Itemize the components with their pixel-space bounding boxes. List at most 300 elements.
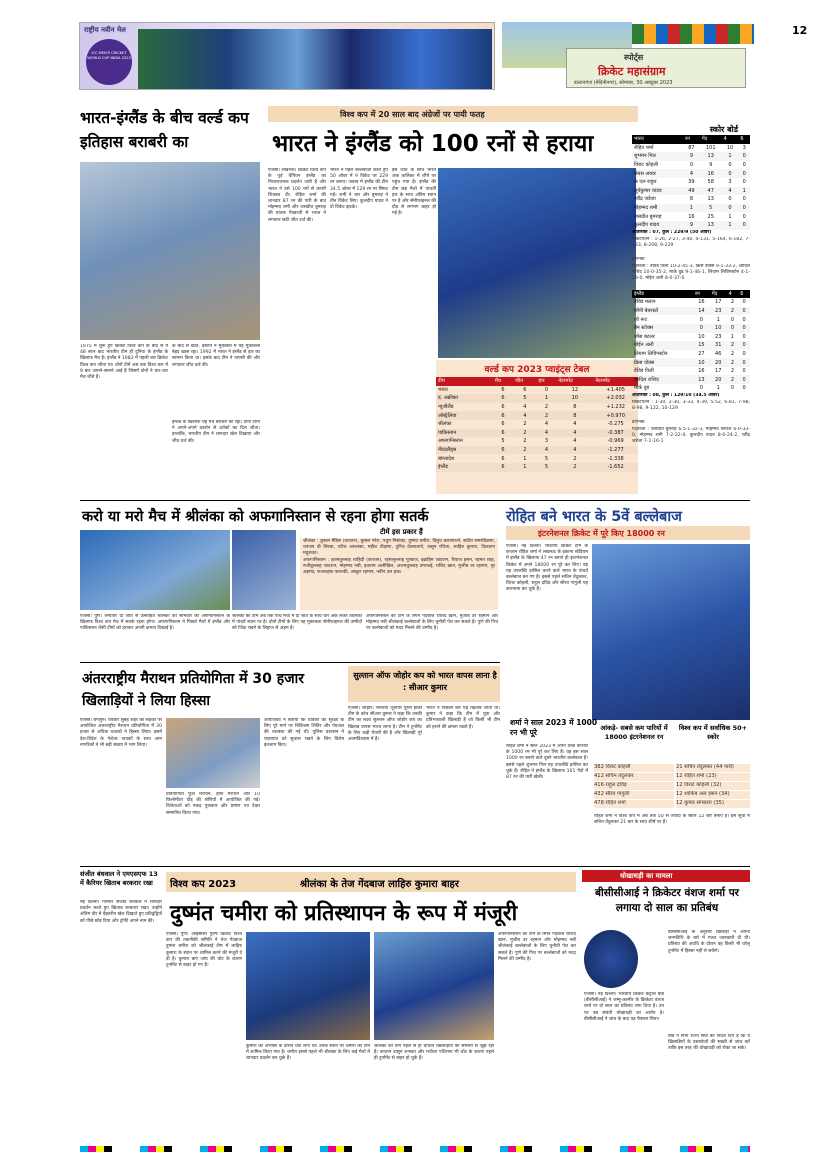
points-row-cell: 4: [573, 438, 577, 445]
india-batting-row-cell: 8: [689, 196, 694, 203]
england-batting-row-cell: 2: [730, 342, 735, 349]
india-batting-row-cell: 0: [742, 213, 746, 220]
section-title: स्पोर्ट्स: [624, 53, 644, 62]
rohit-body: एजेंसी। नई दिल्ली। भारतीय क्रिकेट टीम के कप्तान रोहित शर्मा ने लखनऊ के इकाना स्टेडियम में इंग्लैंड के खिलाफ 47 रन बनाते ही इंटरनेशनल क्रिकेट में अपने 18000 रन पूरे कर लिए। वह यह उपलब्धि हासिल करने वाले भारत के पांचवें बल्लेबाज बन गए हैं। इससे पहले सचिन तेंदुलकर, विराट कोहली, राहुल द्रविड़ और सौरव गांगुली यह कारनामा कर चुके हैं।: [506, 544, 588, 593]
india-batting-row-cell: 4: [689, 170, 694, 177]
england-batting-row-cell: 0: [742, 325, 746, 332]
points-table-header-row: [436, 377, 638, 386]
rohit-runs-list: [594, 764, 674, 809]
points-row: [436, 429, 638, 438]
points-row: [436, 394, 638, 403]
fifty-item: 12 शाकिब अल हसन (34): [676, 791, 750, 799]
india-col-runs: रन: [685, 136, 690, 143]
rohit-kicker: इंटरनेशनल क्रिकेट में पूरे किए 18000 रन: [538, 529, 665, 538]
fifty-item: 12 कुमार संगकारा (35): [676, 800, 750, 808]
col-played: मैच: [494, 378, 502, 385]
india-batting-row-cell: के एल राहुल: [634, 179, 657, 186]
chameera-body: एजेंसी। पुणे। आईसीसी पुरुष क्रिकेट विश्व कप की तकनीकी समिति ने तेज गेंदबाज दुष्मंत चमीरा को श्रीलंकाई टीम में लाहिरु कुमारा के स्थान पर शामिल करने की मंजूरी दे दी है। कुमारा बाएं जांघ की चोट के कारण टूर्नामेंट से बाहर हो गए हैं।: [166, 932, 242, 969]
top-left-body-2: के बाद से खाते, ईस्टीय ने मुकाबले में यह मुकाबला बेहद खास रहा। 1992 में भारत ने इंग्लैंड से हार का सामना किया था। इसके बाद टीम ने वापसी की और लगातार जीत दर्ज की।: [172, 344, 260, 368]
india-col-sixes: 6: [740, 136, 744, 143]
england-batting-row-cell: 16: [698, 368, 705, 375]
points-row: [436, 437, 638, 446]
india-batting-row-cell: जसप्रीत बुमराह: [634, 213, 662, 220]
india-batting-row: [632, 169, 750, 178]
points-table-box: [436, 360, 638, 494]
points-row-cell: 0: [544, 386, 549, 393]
england-batting-row-cell: 1: [730, 333, 735, 340]
points-row-cell: 2: [523, 438, 527, 445]
india-batting-row-cell: 1: [728, 222, 732, 229]
rohit-body-2: रोहित शर्मा ने साल 2023 में अपने वनडे करियर के 1000 रन भी पूरे कर लिए हैं। वह इस साल 1000 रन बनाने वाले दूसरे भारतीय बल्लेबाज हैं। इससे पहले शुभमन गिल यह उपलब्धि हासिल कर चुके हैं। रोहित ने इंग्लैंड के खिलाफ 101 गेंदों में 87 रन की पारी खेली।: [506, 744, 588, 781]
england-dnb: डीएनबी: [632, 419, 645, 425]
india-batting-row-cell: कुलदीप यादव: [634, 222, 660, 229]
england-batting-row-cell: 10: [698, 359, 705, 366]
england-batting-row-cell: मोईन अली: [634, 342, 654, 349]
england-batting-row-cell: 2: [730, 376, 735, 383]
sl-teams-title: टीमें इस प्रकार हैं: [380, 528, 423, 536]
lead-headline: भारत ने इंग्लैंड को 100 रनों से हराया: [272, 131, 594, 157]
england-batting-row-cell: 0: [742, 308, 746, 315]
points-row-cell: -0.969: [607, 438, 624, 445]
india-batting-row-cell: 101: [705, 144, 716, 151]
india-batting-row-cell: 13: [707, 153, 714, 160]
sanjeet-body: नई दिल्ली। गोल्फर संजीत बंधवाल ने शानदार प्रदर्शन करते हुए खिताब बरकरार रखा। उन्होंने अंतिम दौर में बेहतरीन खेल दिखाते हुए प्रतिद्वंद्वियों को पीछे छोड़ दिया और ट्रॉफी अपने नाम की।: [80, 900, 162, 924]
points-row-cell: +0.970: [606, 412, 625, 419]
england-batting-row-cell: 31: [715, 342, 722, 349]
section-subtitle: क्रिकेट महासंग्राम: [598, 65, 666, 78]
india-header-row: [632, 135, 750, 144]
india-batting-row-cell: 1: [742, 187, 746, 194]
england-batting-row-cell: 0: [742, 333, 746, 340]
points-row-cell: 4: [544, 447, 549, 454]
england-batting-row-cell: 2: [730, 368, 735, 375]
rohit-headline: रोहित बने भारत के 5वें बल्लेबाज: [506, 509, 682, 525]
marathon-body-3: आयोजकों ने बताया कि धावकों की सुरक्षा के लिए पूरे मार्ग पर चिकित्सा शिविर और पेयजल की व्यवस्था की गई थी। पुलिस प्रशासन ने यातायात को सुचारू रखने के लिए विशेष इंतजाम किए।: [264, 718, 344, 748]
england-batting-row-cell: 0: [742, 376, 746, 383]
england-batting-row-cell: 27: [698, 350, 705, 357]
points-row-cell: 2: [523, 447, 527, 454]
points-row-cell: श्रीलंका: [438, 421, 452, 428]
england-batting-row-cell: 2: [730, 350, 735, 357]
england-extras: अतिरिक्त : 08, कुल : 129/10 (34.5 ओवर): [632, 392, 720, 398]
points-row-cell: 6: [501, 455, 505, 462]
points-row: [436, 454, 638, 463]
points-row-cell: 6: [501, 464, 505, 471]
sl-teams: श्रीलंका : कुसल मेंडिस (कप्तान), कुसल परेरा, पथुम निसांका, दुष्मंथ चमीरा, दिमुथ करुणारत्ने, सदीरा समरविक्रमा, धनंजय डी सिल्वा, चरिथ असलंका, महीश तीक्षणा, दुनिथ वेल्लालागे, कसुन रजिता, लाहिरु कुमारा, दिलशान मदुशंका। अफगानिस्तान : हशमतुल्लाह शाहिदी (कप्तान), रहमानुल्लाह गुरबाज, इब्राहिम जादरान, रियाज हसन, रहमत शाह, नजीबुल्लाह जादरान, मोहम्मद नबी, इकराम अलीखिल, अजमतुल्लाह उमरजई, राशिद खान, मुजीब उर रहमान, नूर अहमद, फजलहक फारूकी, अब्दुल रहमान, नवीन उल हक।: [300, 538, 498, 610]
points-row-cell: अफगानिस्तान: [438, 438, 463, 445]
eng-col-name: इंग्लैंड: [634, 290, 644, 297]
sultan-headline: सुल्तान ऑफ जोहोर कप को भारत वापस लाना है : सीआर कुमार: [353, 671, 497, 692]
india-batting-row-cell: विराट कोहली: [634, 162, 658, 169]
world-cup-logo: [86, 39, 132, 85]
masthead-banner: [79, 22, 495, 90]
england-batting-row-cell: क्रिस वोक्स: [634, 359, 655, 366]
england-batting-row: [632, 358, 750, 367]
points-row-cell: बांग्लादेश: [438, 455, 455, 462]
points-row-cell: 1: [523, 464, 527, 471]
england-batting-row-cell: 17: [715, 299, 722, 306]
points-row-cell: -0.275: [607, 421, 624, 428]
england-header-row: [632, 290, 750, 299]
england-batting-row-cell: 23: [715, 308, 722, 315]
chameera-body-2: कुमारा को अभ्यास के दौरान चोट लगी थी। उनके स्थान पर चमीरा को टीम में शामिल किया गया है। चमीरा इससे पहले भी श्रीलंका के लिए कई मैचों में शानदार प्रदर्शन कर चुके हैं।: [246, 1044, 370, 1062]
top-left-body-3: इंग्लैंड के खिलाफ यह मैच बराबरी का रहा। दोनों टीमों ने अपने-अपने प्रदर्शन से दर्शकों का दिल जीता। हालांकि, भारतीय टीम ने शानदार खेल दिखाया और जीत दर्ज की।: [172, 420, 260, 444]
india-fow: विकेटपतन : 1-26, 2-27, 3-40, 4-131, 5-164, 6-182, 7-183, 8-208, 9-229: [632, 236, 750, 248]
marathon-body-2: प्रतियोगिता फुल मैराथन, हाफ मैराथन और 10 किलोमीटर दौड़ की श्रेणियों में आयोजित की गई। विजेताओं को नकद पुरस्कार और प्रमाण पत्र देकर सम्मानित किया गया।: [166, 792, 260, 816]
points-row-cell: 4: [573, 447, 577, 454]
india-extras: अतिरिक्त : 07, कुल : 229/9 (50 ओवर): [632, 229, 712, 235]
divider-2: [80, 662, 500, 663]
sultan-body: एजेंसी। जोहोर। भारतीय जूनियर पुरुष हॉकी टीम के कोच सीआर कुमार ने कहा कि उनकी टीम का लक्ष्य सुल्तान ऑफ जोहोर कप का खिताब वापस भारत लाना है। टीम ने टूर्नामेंट के लिए कड़ी तैयारी की है और खिलाड़ी पूरे आत्मविश्वास में हैं।: [348, 706, 422, 743]
india-batting-row-cell: 3: [728, 179, 732, 186]
india-batting-table: [632, 135, 750, 230]
sl-photo-2: [232, 530, 296, 610]
england-batting-row: [632, 315, 750, 324]
england-batting-row: [632, 298, 750, 307]
col-lost: हार: [538, 378, 545, 385]
india-batting-row-cell: 9: [689, 222, 694, 229]
india-batting-row-cell: 9: [709, 162, 713, 169]
india-batting-row-cell: 0: [728, 162, 732, 169]
points-row-cell: 4: [544, 421, 549, 428]
points-row-cell: -0.387: [607, 429, 624, 436]
marathon-body: एजेंसी। बेंगलुरु। रविवार सुबह शहर की सड़कों पर आयोजित अंतरराष्ट्रीय मैराथन प्रतियोगिता में 30 हजार से अधिक धावकों ने हिस्सा लिया। इसमें देश-विदेश के पेशेवर धावकों के साथ आम नागरिकों ने भी बड़ी संख्या में भाग लिया।: [80, 718, 162, 748]
marathon-photo: [166, 718, 260, 788]
india-batting-row-cell: 5: [709, 205, 713, 212]
points-row-cell: -1.338: [607, 455, 624, 462]
india-batting-row-cell: 0: [742, 222, 746, 229]
india-batting-row-cell: सूर्यकुमार यादव: [634, 187, 662, 194]
points-row-cell: 6: [501, 412, 505, 419]
india-batting-row-cell: 0: [742, 153, 746, 160]
england-batting-row-cell: 16: [698, 299, 705, 306]
points-row-cell: 5: [501, 438, 505, 445]
england-batting-row-cell: 23: [715, 333, 722, 340]
india-batting-row-cell: 0: [689, 162, 694, 169]
points-row-cell: 2: [523, 421, 527, 428]
england-batting-row-cell: 20: [715, 376, 722, 383]
england-batting-row-cell: जॉनी बेयरस्टो: [634, 308, 659, 315]
india-dnb: डीएनबी: [632, 256, 645, 262]
color-registration-strip: [80, 1146, 750, 1152]
england-batting-row-cell: बेन स्टोक्स: [634, 325, 654, 332]
points-row-cell: पाकिस्तान: [438, 429, 457, 436]
chameera-photo-1: [246, 932, 370, 1040]
lead-body-3: इस जीत के साथ भारत अंक तालिका में शीर्ष पर पहुंच गया है। इंग्लैंड की टीम छह मैचों में पांचवीं हार के साथ अंतिम स्थान पर है और सेमीफाइनल की दौड़ से लगभग बाहर हो गई है।: [392, 168, 436, 217]
sl-body-3: अफगानिस्तान की टीम के स्पिन गेंदबाज राशिद खान, मुजीब उर रहमान और मोहम्मद नबी श्रीलंकाई बल्लेबाजों के लिए चुनौती पेश कर सकते हैं। पुणे की पिच पर बल्लेबाजों को मदद मिलने की उम्मीद है।: [366, 614, 498, 632]
points-row-cell: 3: [544, 438, 549, 445]
england-batting-row: [632, 341, 750, 350]
points-row-cell: 6: [523, 386, 527, 393]
points-row-cell: +2.032: [606, 395, 625, 402]
england-batting-row-cell: आदिल राशिद: [634, 376, 659, 383]
divider-3: [80, 866, 750, 867]
england-batting-row-cell: 0: [699, 385, 703, 392]
india-batting-row: [632, 144, 750, 153]
points-row: [436, 420, 638, 429]
scoreboard: [632, 124, 750, 494]
points-row-cell: 4: [573, 421, 577, 428]
england-batting-row-cell: 0: [699, 316, 703, 323]
runs-item: 416 राहुल द्रविड़: [594, 782, 674, 790]
sultan-body-2: भारत ने पिछली बार यह खिताब जीता था। कुमार ने कहा कि टीम में युवा और प्रतिभाशाली खिलाड़ी हैं जो किसी भी टीम को हराने की क्षमता रखते हैं।: [426, 706, 500, 730]
england-batting-row: [632, 307, 750, 316]
top-left-body: 1975 में शुरू हुए क्रिकेट विश्व कप के बाद से ये 48 साल बाद भारतीय टीम ही दुनिया के इंग्लैंड के खिलाफ मैच है। इंग्लैंड ने 1983 में पहली बार क्रिकेट विश्व कप जीता था। दोनों टीमें अब तक विश्व कप में 9 बार आमने-सामने आई हैं जिसमें दोनों ने चार-चार मैच जीते हैं।: [80, 344, 168, 381]
sl-body-main: एजेंसी। पुणे। लगातार दो जीत से उत्साहित श्रीलंका को सोमवार को अफगानिस्तान के खिलाफ विश्व कप मैच में सतर्क रहना होगा। अफगानिस्तान ने पिछले मैचों में इंग्लैंड और पाकिस्तान जैसी टीमों को हराकर अपनी क्षमता दिखाई है।: [80, 614, 230, 632]
points-row: [436, 403, 638, 412]
scoreboard-title: स्कोर बोर्ड: [709, 125, 738, 134]
england-batting-row-cell: जो रूट: [634, 316, 647, 323]
chameera-kicker: श्रीलंका के तेज गेंदबाज लाहिरु कुमारा बाहर: [300, 879, 459, 890]
runs-item: 412 सचिन तेंदुलकर: [594, 773, 674, 781]
world-cup-logo-text: ICC MEN'S CRICKET WORLD CUP INDIA 2023: [87, 51, 131, 60]
india-batting-row: [632, 187, 750, 196]
points-row-cell: 8: [573, 412, 577, 419]
points-row: [436, 411, 638, 420]
india-batting-row-cell: रवींद्र जडेजा: [634, 196, 656, 203]
india-batting-row-cell: श्रेयस अय्यर: [634, 170, 656, 177]
india-batting-row: [632, 178, 750, 187]
eng-col-balls: गेंद: [711, 290, 718, 297]
points-row-cell: 6: [501, 404, 505, 411]
divider-1: [80, 500, 750, 501]
points-row-cell: 4: [523, 404, 527, 411]
points-row-cell: 2: [544, 412, 549, 419]
points-row-cell: 2: [573, 464, 577, 471]
points-row-cell: 2: [523, 429, 527, 436]
fifty-item: 21 सचिन तेंदुलकर (44 पारी): [676, 764, 750, 772]
points-row-cell: 4: [544, 429, 549, 436]
england-batting-row-cell: 0: [742, 385, 746, 392]
chameera-photo-2: [374, 932, 494, 1040]
england-batting-row: [632, 384, 750, 393]
india-batting-row-cell: 1: [728, 153, 732, 160]
points-row-cell: 6: [501, 429, 505, 436]
masthead-left-label: राष्ट्रीय नवीन मेल: [84, 26, 126, 34]
india-batting-row-cell: 0: [742, 179, 746, 186]
india-batting-row: [632, 204, 750, 213]
lead-body-2: भारत ने पहले बल्लेबाजी करते हुए 50 ओवर में 9 विकेट पर 229 रन बनाए। जवाब में इंग्लैंड की टीम 34.5 ओवर में 129 रन पर सिमट गई। शमी ने चार और बुमराह ने तीन विकेट लिए। कुलदीप यादव ने दो विकेट झटके।: [330, 168, 388, 211]
england-batting-row-cell: 14: [698, 308, 705, 315]
rohit-subhead: शर्मा ने साल 2023 में 1000 रन भी पूरे: [510, 718, 598, 737]
points-table-title: वर्ल्ड कप 2023 प्वाइंट्स टेबल: [484, 365, 590, 375]
runs-item: 432 सौरव गांगुली: [594, 791, 674, 799]
england-batting-row-cell: 0: [730, 316, 735, 323]
lead-photo: [438, 168, 636, 358]
marathon-headline: अंतरराष्ट्रीय मैराथन प्रतियोगिता में 30 हजार खिलाड़ियों ने लिया हिस्सा: [82, 671, 304, 709]
india-batting-row-cell: 39: [688, 179, 695, 186]
points-row-cell: 10: [571, 395, 579, 402]
india-batting-row-cell: 0: [742, 196, 746, 203]
england-batting-row-cell: 10: [698, 333, 705, 340]
india-batting-row-cell: 0: [742, 205, 746, 212]
points-row-cell: नीदरलैंड्स: [438, 447, 457, 454]
india-batting-row-cell: 13: [707, 196, 714, 203]
rohit-fifty-title: विश्व कप में सर्वाधिक 50+ स्कोर: [678, 724, 748, 741]
col-team: टीम: [438, 378, 445, 385]
india-batting-row-cell: 49: [688, 187, 695, 194]
points-row-cell: द. अफ्रीका: [438, 395, 458, 402]
england-batting-row-cell: लियाम लिविंगस्टोन: [634, 350, 668, 357]
india-batting-row-cell: 1: [728, 213, 732, 220]
england-batting-row-cell: 0: [742, 299, 746, 306]
col-won: जीत: [515, 378, 523, 385]
england-batting-row-cell: डेविड विली: [634, 368, 654, 375]
points-table: [436, 377, 638, 472]
india-batting-row-cell: 0: [728, 170, 732, 177]
sl-headline: करो या मरो मैच में श्रीलंका को अफगानिस्तान से रहना होगा सतर्क: [82, 509, 429, 525]
players-photo: [138, 29, 492, 89]
bcci-body-3: बोर्ड ने सभी राज्य संघों को निर्देश दिए हैं कि वे खिलाड़ियों के दस्तावेजों की सख्ती से जांच करें ताकि इस तरह की धोखाधड़ी को रोका जा सके।: [668, 1034, 750, 1052]
england-batting-row: [632, 324, 750, 333]
bcci-logo: [584, 930, 638, 988]
points-row-cell: -1.652: [607, 464, 624, 471]
england-batting-row-cell: 2: [730, 359, 735, 366]
page-number: 12: [792, 24, 808, 37]
points-row-cell: +1.232: [606, 404, 625, 411]
england-batting-row-cell: 0: [730, 325, 735, 332]
england-batting-row: [632, 333, 750, 342]
india-batting-row: [632, 161, 750, 170]
eng-col-runs: रन: [694, 290, 700, 297]
chameera-kicker-left: विश्व कप 2023: [170, 879, 237, 890]
points-row: [436, 386, 638, 395]
england-batting-row-cell: 0: [742, 316, 746, 323]
sanjeet-headline: संजीत बंधवाल ने एमएसएफ 13 में कैरियर खिताब बरकरार रखा: [80, 870, 158, 887]
points-row-cell: 6: [501, 447, 505, 454]
india-batting-row-cell: 58: [707, 179, 714, 186]
eng-col-fours: 4: [728, 290, 732, 297]
india-batting-row-cell: मोहम्मद शमी: [634, 205, 658, 212]
india-batting-row-cell: 0: [742, 170, 746, 177]
col-points: नेटरनरेट: [558, 378, 574, 385]
date-line: डाल्टनगंज (मेदिनीनगर), सोमवार, 30 अक्टूबर 2023: [574, 80, 673, 86]
rohit-runs-title: आंकड़े- सबसे कम पारियों में 18000 इंटरनेशनल रन: [600, 724, 668, 741]
points-row: [436, 463, 638, 472]
india-col-balls: गेंद: [701, 136, 708, 143]
india-col-fours: 4: [723, 136, 727, 143]
india-batting-row: [632, 152, 750, 161]
bcci-kicker: धोखाधड़ी का मामला: [620, 872, 673, 880]
points-row-cell: 1: [523, 455, 527, 462]
eng-col-sixes: 6: [740, 290, 744, 297]
points-row-cell: 12: [571, 386, 579, 393]
india-batting-row-cell: शुभमन गिल: [634, 153, 656, 160]
england-batting-row-cell: 20: [715, 359, 722, 366]
points-row-cell: भारत: [438, 386, 448, 393]
points-row-cell: 6: [501, 395, 505, 402]
england-batting-row-cell: 0: [742, 350, 746, 357]
india-bowling: गेंदबाजी : डेविड विली 10-2-45-3, क्रिस वोक्स 9-1-33-2, आदिल राशिद 10-0-35-2, मार्क वुड 9-1-46-1, लियाम लिविंगस्टोन 4-1-29-0, मोईन अली 8-0-37-0: [632, 263, 750, 281]
points-row-cell: 4: [573, 429, 577, 436]
points-row-cell: 2: [573, 455, 577, 462]
india-batting-row-cell: 0: [728, 196, 732, 203]
points-row-cell: 4: [523, 412, 527, 419]
india-batting-row-cell: 16: [707, 170, 714, 177]
flags-strip: [632, 24, 754, 44]
rohit-fifty-list: [676, 764, 750, 809]
england-batting-row-cell: 2: [730, 299, 735, 306]
points-row-cell: इंग्लैंड: [438, 464, 448, 471]
england-batting-row-cell: 0: [730, 385, 735, 392]
india-batting-row-cell: 3: [742, 144, 746, 151]
col-nrr: नेटरनरेट: [595, 378, 611, 385]
england-fow: विकेटपतन : 1-30, 2-30, 3-33, 4-39, 5-52, 6-81, 7-98, 8-98, 9-122, 10-129: [632, 399, 750, 411]
points-row-cell: न्यूजीलैंड: [438, 404, 454, 411]
england-batting-row-cell: जोस बटलर: [634, 333, 655, 340]
chameera-body-3: श्रीलंका की टीम पहले से ही चोटिल खिलाड़ियों की समस्या से जूझ रही है। कप्तान दासुन शनाका और मथीशा पथिराना भी चोट के कारण पहले ही टूर्नामेंट से बाहर हो चुके हैं।: [374, 1044, 494, 1062]
england-batting-row-cell: 10: [715, 325, 722, 332]
points-row-cell: 5: [544, 455, 549, 462]
england-batting-row: [632, 367, 750, 376]
india-batting-row-cell: 13: [707, 222, 714, 229]
england-batting-row: [632, 375, 750, 384]
india-batting-row: [632, 221, 750, 230]
india-batting-row-cell: 25: [707, 213, 714, 220]
england-batting-row-cell: डेविड मलान: [634, 299, 656, 306]
rohit-body-3: रोहित शर्मा ने विश्व कप में अब तक 50 से ज्यादा के स्कोर 12 बार बनाए हैं। इस सूची में सचिन तेंदुलकर 21 बार के साथ शीर्ष पर हैं।: [594, 814, 750, 826]
india-batting-row-cell: 10: [726, 144, 734, 151]
rohit-photo: [592, 544, 750, 720]
runs-item: 382 विराट कोहली: [594, 764, 674, 772]
points-row: [436, 446, 638, 455]
england-batting-row-cell: 13: [698, 376, 705, 383]
points-row-cell: +1.405: [606, 386, 625, 393]
bcci-body: एजेंसी। नई दिल्ली। भारतीय क्रिकेट कंट्रोल बोर्ड (बीसीसीआई) ने जम्मू-कश्मीर के क्रिकेटर वंशज शर्मा पर दो साल का प्रतिबंध लगा दिया है। उन पर उम्र संबंधी धोखाधड़ी का आरोप है। बीसीसीआई ने जांच के बाद यह फैसला लिया।: [584, 992, 664, 1022]
india-batting-row-cell: 0: [742, 162, 746, 169]
points-row-cell: -1.277: [607, 447, 624, 454]
india-batting-row-cell: 47: [707, 187, 714, 194]
england-batting-row-cell: मार्क वुड: [634, 385, 650, 392]
points-row-cell: 5: [523, 395, 527, 402]
england-batting-row-cell: 1: [716, 385, 720, 392]
england-batting-row-cell: 0: [742, 342, 746, 349]
fifty-item: 12 विराट कोहली (32): [676, 782, 750, 790]
england-batting-row-cell: 1: [716, 316, 720, 323]
top-left-photo: [80, 162, 260, 340]
top-left-headline: भारत-इंग्लैंड के बीच वर्ल्ड कप इतिहास बराबरी का: [80, 109, 249, 151]
india-batting-row: [632, 195, 750, 204]
lead-kicker: विश्व कप में 20 साल बाद अंग्रेजों पर पायी फतह: [340, 110, 485, 119]
india-batting-row-cell: 1: [689, 205, 694, 212]
england-batting-row: [632, 350, 750, 359]
points-row-cell: 6: [501, 421, 505, 428]
england-bowling: गेंदबाजी : जसप्रीत बुमराह 6.5-1-32-3, मोहम्मद सिराज 6-0-33-0, मोहम्मद शमी 7-2-22-4, कुलदीप यादव 8-0-24-2, रवींद्र जडेजा 7-1-16-1: [632, 426, 750, 445]
points-row-cell: 2: [544, 404, 549, 411]
england-batting-row-cell: 15: [698, 342, 705, 349]
points-row-cell: 1: [544, 395, 549, 402]
points-row-cell: 8: [573, 404, 577, 411]
sl-photo: [80, 530, 230, 610]
india-batting-row-cell: 9: [689, 153, 694, 160]
england-batting-row-cell: 0: [742, 368, 746, 375]
india-batting-row: [632, 212, 750, 221]
england-batting-row-cell: 17: [715, 368, 722, 375]
india-col-name: भारत: [634, 136, 644, 143]
india-batting-row-cell: 87: [688, 144, 695, 151]
bcci-headline: बीसीसीआई ने क्रिकेटर वंशज शर्मा पर लगाया दो साल का प्रतिबंध: [595, 887, 739, 914]
runs-item: 478 रोहित शर्मा: [594, 800, 674, 808]
bcci-body-2: बीसीसीआई के अनुसार खिलाड़ी ने अपनी जन्मतिथि के बारे में गलत जानकारी दी थी। प्रतिबंध की अवधि के दौरान वह किसी भी घरेलू टूर्नामेंट में हिस्सा नहीं ले सकेंगे।: [668, 930, 750, 954]
chameera-body-4: अफगानिस्तान की टीम के स्पिन गेंदबाज राशिद खान, मुजीब उर रहमान और मोहम्मद नबी श्रीलंकाई बल्लेबाजों के लिए चुनौती पेश कर सकते हैं। पुणे की पिच पर बल्लेबाजों को मदद मिलने की उम्मीद है।: [498, 932, 576, 962]
lead-body: एजेंसी। लखनऊ। क्रिकेट विश्व कप के पूर्व चैंपियन इंग्लैंड का निराशाजनक प्रदर्शन जारी है और भारत ने उसे 100 रनों से करारी शिकस्त दी। रोहित शर्मा की शानदार 87 रन की पारी के बाद मोहम्मद शमी और जसप्रीत बुमराह की घातक गेंदबाजी से भारत ने लगातार छठी जीत दर्ज की।: [268, 168, 326, 223]
chameera-headline: दुष्मंत चमीरा को प्रतिस्थापन के रूप में मंजूरी: [170, 901, 518, 926]
england-batting-row-cell: 0: [742, 359, 746, 366]
england-batting-table: [632, 290, 750, 393]
india-batting-row-cell: रोहित शर्मा: [634, 144, 654, 151]
points-row-cell: 5: [544, 464, 549, 471]
india-batting-row-cell: 16: [688, 213, 695, 220]
